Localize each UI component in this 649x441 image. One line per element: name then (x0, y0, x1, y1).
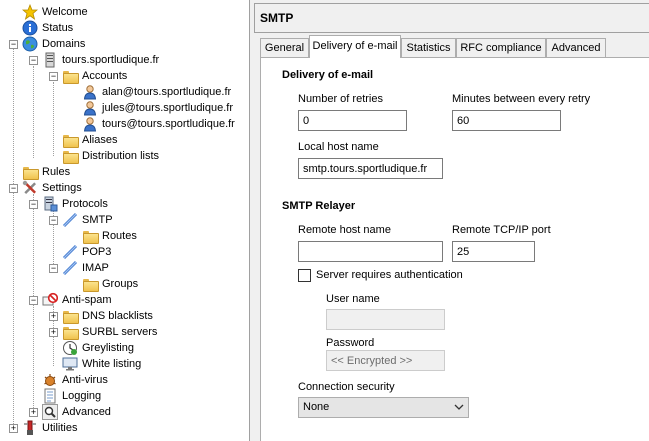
tree-item-advanced[interactable] (42, 404, 111, 420)
tree-item-imap[interactable] (62, 260, 109, 276)
tools-icon (22, 180, 38, 196)
remote-port-label: Remote TCP/IP port (452, 224, 551, 236)
tree-label: Routes (102, 230, 137, 242)
expand-toggle[interactable]: + (10, 423, 17, 433)
minutes-input[interactable] (452, 110, 561, 131)
username-label: User name (326, 293, 380, 305)
tree-line (13, 44, 14, 428)
info-icon (22, 20, 38, 36)
local-host-label: Local host name (298, 141, 379, 153)
tree-label: Domains (42, 38, 86, 50)
monitor-icon (62, 356, 78, 372)
user-icon (82, 100, 98, 116)
tree-item-logging[interactable] (42, 388, 101, 404)
folder-icon (82, 276, 98, 292)
expand-toggle[interactable]: + (50, 311, 57, 321)
settings-pane (251, 0, 649, 441)
tab-statistics[interactable]: Statistics (401, 38, 456, 57)
tree-label: POP3 (82, 246, 112, 258)
tree-item-groups[interactable] (82, 276, 138, 292)
tree-label: Rules (42, 166, 71, 178)
tree-item-white-listing[interactable] (62, 356, 141, 372)
password-label: Password (326, 337, 375, 349)
server-icon (42, 52, 58, 68)
tree-item-status[interactable] (22, 20, 73, 36)
tree-item-anti-spam[interactable] (42, 292, 112, 308)
tree-item-account[interactable] (82, 116, 235, 132)
navigation-tree[interactable] (0, 0, 250, 441)
tree-line (33, 66, 34, 158)
tree-item-welcome[interactable] (22, 4, 88, 20)
tree-line (53, 82, 54, 156)
expand-toggle[interactable]: + (50, 327, 57, 337)
retries-input[interactable] (298, 110, 407, 131)
tree-label: Logging (62, 390, 102, 402)
collapse-toggle[interactable]: − (30, 55, 37, 65)
section-title: SMTP Relayer (282, 200, 356, 212)
collapse-toggle[interactable]: − (30, 295, 37, 305)
tree-label: SMTP (82, 214, 113, 226)
tab-advanced[interactable]: Advanced (546, 38, 606, 57)
tree-item-settings[interactable] (22, 180, 82, 196)
tab-rfc-compliance[interactable]: RFC compliance (456, 38, 546, 57)
retries-label: Number of retries (298, 93, 383, 105)
document-icon (42, 388, 58, 404)
user-icon (82, 116, 98, 132)
tree-label: White listing (82, 358, 142, 370)
folder-icon (82, 228, 98, 244)
collapse-toggle[interactable]: − (50, 263, 57, 273)
tree-label: jules@tours.sportludique.fr (102, 102, 234, 114)
tree-item-distribution-lists[interactable] (62, 148, 159, 164)
remote-host-label: Remote host name (298, 224, 391, 236)
tree-label: DNS blacklists (82, 310, 153, 322)
tree-label: Aliases (82, 134, 118, 146)
tree-item-anti-virus[interactable] (42, 372, 108, 388)
password-input[interactable] (326, 350, 445, 371)
tree-item-accounts[interactable] (62, 68, 127, 84)
user-icon (82, 84, 98, 100)
tree-item-pop3[interactable] (62, 244, 111, 260)
protocol-icon (62, 244, 78, 260)
local-host-input[interactable] (298, 158, 443, 179)
folder-icon (62, 68, 78, 84)
expand-toggle[interactable]: + (30, 407, 37, 417)
security-label: Connection security (298, 381, 395, 393)
tree-label: Anti-virus (62, 374, 108, 386)
tree-label: Distribution lists (82, 150, 160, 162)
collapse-toggle[interactable]: − (50, 215, 57, 225)
tree-label: Advanced (62, 406, 111, 418)
collapse-toggle[interactable]: − (50, 71, 57, 81)
tab-delivery-of-email[interactable]: Delivery of e-mail (309, 35, 401, 58)
chevron-down-icon (454, 402, 464, 412)
security-select-value: None (303, 401, 330, 413)
collapse-toggle[interactable]: − (30, 199, 37, 209)
tree-item-account[interactable] (82, 100, 233, 116)
protocol-icon (62, 260, 78, 276)
tab-general[interactable]: General (260, 38, 309, 57)
tree-item-protocols[interactable] (42, 196, 108, 212)
folder-icon (22, 164, 38, 180)
tree-label: tours.sportludique.fr (62, 54, 160, 66)
tree-item-dns-blacklists[interactable] (62, 308, 153, 324)
magnifier-icon (42, 404, 58, 420)
minutes-label: Minutes between every retry (452, 93, 591, 105)
tree-label: SURBL servers (82, 326, 158, 338)
folder-icon (62, 324, 78, 340)
section-title: Delivery of e-mail (282, 69, 374, 81)
star-icon (22, 4, 38, 20)
auth-label: Server requires authentication (316, 269, 463, 281)
tree-label: IMAP (82, 262, 109, 274)
tree-label: Utilities (42, 422, 78, 434)
folder-icon (62, 308, 78, 324)
tree-label: Settings (42, 182, 82, 194)
protocol-icon (62, 212, 78, 228)
server-icon (42, 196, 58, 212)
tree-item-domains[interactable] (22, 36, 85, 52)
tree-label: Protocols (62, 198, 108, 210)
page-title: SMTP (254, 3, 649, 33)
tree-item-rules[interactable] (22, 164, 70, 180)
folder-icon (62, 148, 78, 164)
tree-label: Greylisting (82, 342, 134, 354)
tree-label: Status (42, 22, 74, 34)
no-spam-icon (42, 292, 58, 308)
virus-icon (42, 372, 58, 388)
tree-item-aliases[interactable] (62, 132, 117, 148)
tree-label: alan@tours.sportludique.fr (102, 86, 232, 98)
tree-label: Groups (102, 278, 139, 290)
tree-item-smtp[interactable] (62, 212, 113, 228)
tree-item-routes[interactable] (82, 228, 137, 244)
remote-port-input[interactable] (452, 241, 535, 262)
folder-icon (62, 132, 78, 148)
globe-icon (22, 36, 38, 52)
tree-item-domain[interactable] (42, 52, 159, 68)
tree-item-surbl-servers[interactable] (62, 324, 157, 340)
auth-checkbox[interactable] (298, 269, 311, 282)
collapse-toggle[interactable]: − (10, 183, 17, 193)
security-select[interactable] (298, 397, 469, 418)
collapse-toggle[interactable]: − (10, 39, 17, 49)
tree-item-utilities[interactable] (22, 420, 77, 436)
tree-label: Anti-spam (62, 294, 112, 306)
tree-label: tours@tours.sportludique.fr (102, 118, 235, 130)
tree-label: Accounts (82, 70, 128, 82)
username-input[interactable] (326, 309, 445, 330)
tree-item-account[interactable] (82, 84, 231, 100)
tree-item-greylisting[interactable] (62, 340, 134, 356)
tab-panel (260, 57, 649, 441)
remote-host-input[interactable] (298, 241, 443, 262)
clock-icon (62, 340, 78, 356)
tree-label: Welcome (42, 6, 88, 18)
utilities-icon (22, 420, 38, 436)
